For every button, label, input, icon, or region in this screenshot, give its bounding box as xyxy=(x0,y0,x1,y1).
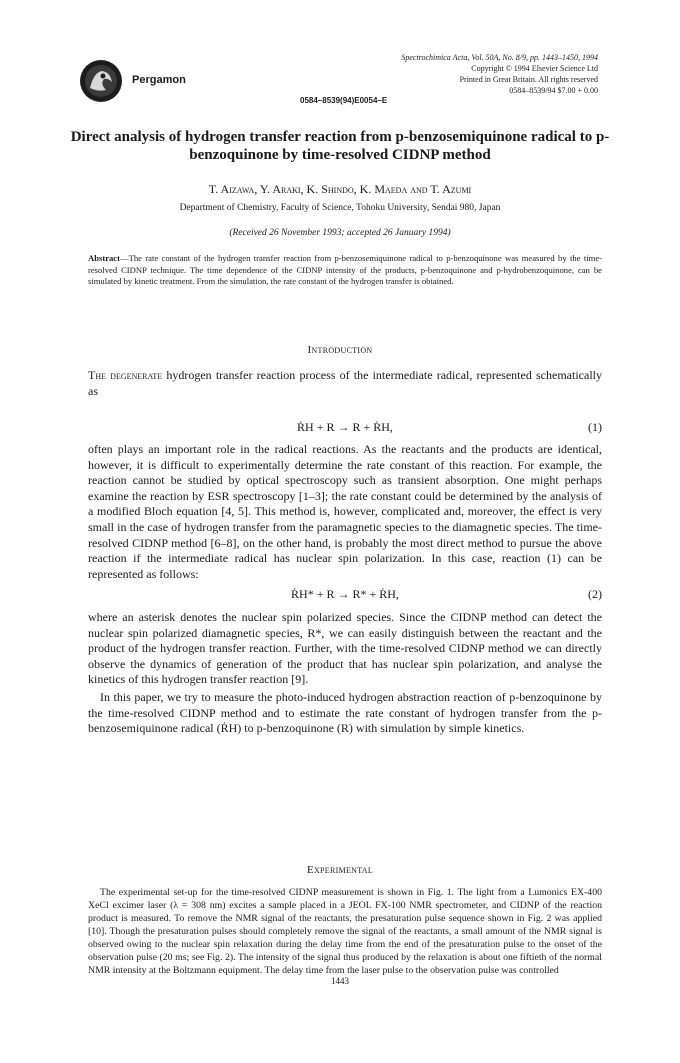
equation-1-number: (1) xyxy=(588,420,602,434)
pergamon-logo xyxy=(80,60,122,102)
abstract-label: Abstract xyxy=(88,253,120,263)
copyright-line: Copyright © 1994 Elsevier Science Ltd xyxy=(471,64,598,73)
intro-p1-text: hydrogen transfer reaction process of the intermediate radical, represented schematically as xyxy=(88,368,602,398)
intro-paragraph-2: often plays an important role in the radical reactions. As the reactants and the products are identical, however, it is difficult to experimentally determine the rate constant of this reaction. For example, the reaction cannot be studied by optical spectroscopy such as transient absorption. One might perhaps examine the reaction by ESR spectroscopy [1–3]; the rate constant could be determined by the analysis of a modified Bloch equation [4, 5]. This method is, however, complicated and, moreover, the effect is very small in the case of hydrogen transfer from the paramagnetic species to the diamagnetic species. The time-resolved CIDNP method [6–8], on the other hand, is probably the most direct method to pursue the above reaction if the intermediate radical has nuclear spin polarization. In this case, reaction (1) can be represented as follows: xyxy=(88,442,602,581)
equation-2-expression: ṘH* + R → R* + ṘH, xyxy=(291,587,399,601)
intro-lead: The degenerate xyxy=(88,368,163,382)
received-dates xyxy=(60,228,620,238)
equation-2-number: (2) xyxy=(588,587,602,601)
affiliation: Department of Chemistry, Faculty of Science, Tohoku University, Sendai 980, Japan xyxy=(179,203,501,213)
equation-1 xyxy=(88,420,602,436)
journal-info xyxy=(401,52,598,96)
publisher-name: Pergamon xyxy=(132,74,186,86)
section-heading-experimental: Experimental xyxy=(306,864,374,876)
intro-paragraph-1 xyxy=(88,368,602,399)
intro-paragraph-3: where an asterisk denotes the nuclear spin polarized species. Since the CIDNP method can detect the nuclear spin polarized diamagnetic species, R*, we can easily distinguish between the reactant and the product of the hydrogen transfer reaction. Further, with the time-resolved CIDNP method we can directly observe the dynamics of generation of the product that has nuclear spin polarization, and analyse the kinetics of this hydrogen transfer reaction [9]. xyxy=(88,610,602,687)
page-number: 1443 xyxy=(331,976,349,986)
abstract-text: —The rate constant of the hydrogen transfer reaction from p-benzosemiquinone radical to p-benzoquinone was measured by the time-resolved CIDNP technique. The time dependence of the CIDNP intensity of the products, p-benzoquinone and p-hydrobenzoquinone, can be simulated by kinetic treatment. From the simulation, the rate constant of the hydrogen transfer is obtained. xyxy=(88,253,602,286)
abstract xyxy=(88,253,602,288)
printed-line: Printed in Great Britain. All rights reserved xyxy=(459,75,598,84)
journal-citation: Spectrochimica Acta, Vol. 50A, No. 8/9, pp. 1443–1450, 1994 xyxy=(401,53,598,62)
equation-2 xyxy=(88,587,602,603)
equation-1-expression: ṘH + R → R + ṘH, xyxy=(297,420,393,434)
pii-code: 0584–8539(94)E0054–E xyxy=(300,96,388,105)
dates-text: (Received 26 November 1993; accepted 26 January 1994) xyxy=(229,228,451,238)
price-line: 0584–8539/94 $7.00 + 0.00 xyxy=(509,86,598,95)
paper-title: Direct analysis of hydrogen transfer reaction from p-benzosemiquinone radical to p-benzoquinone by time-resolved CIDNP method xyxy=(70,129,610,163)
intro-paragraph-4: In this paper, we try to measure the photo-induced hydrogen abstraction reaction of p-benzoquinone by the time-resolved CIDNP method and to estimate the rate constant of hydrogen transfer from the p-benzosemiquinone radical (ṘH) to p-benzoquinone (R) with simulation by simple kinetics. xyxy=(88,690,602,736)
section-heading-introduction: Introduction xyxy=(307,344,373,356)
experimental-paragraph-1: The experimental set-up for the time-resolved CIDNP measurement is shown in Fig. 1. The light from a Lumonics EX-400 XeCl excimer laser (λ = 308 nm) excites a sample placed in a JEOL FX-100 NMR spectrometer, and CIDNP of the reaction product is measured. To remove the NMR signal of the reactants, the presaturation pulse sequence shown in Fig. 2 was applied [10]. Though the presaturation pulses should completely remove the signal of the reactants, a small amount of the NMR signal is observed owing to the nuclear spin relaxation during the delay time from the end of the presaturation pulse to the onset of the observation pulse (20 ms; see Fig. 2). The intensity of the signal thus produced by the relaxation is about one fiftieth of the normal NMR intensity at the Boltzmann equipment. The delay time from the laser pulse to the observation pulse was controlled xyxy=(88,887,602,976)
author-list: T. Aizawa, Y. Araki, K. Shindo, K. Maeda and T. Azumi xyxy=(208,182,472,196)
pergamon-emblem-icon xyxy=(80,60,122,102)
